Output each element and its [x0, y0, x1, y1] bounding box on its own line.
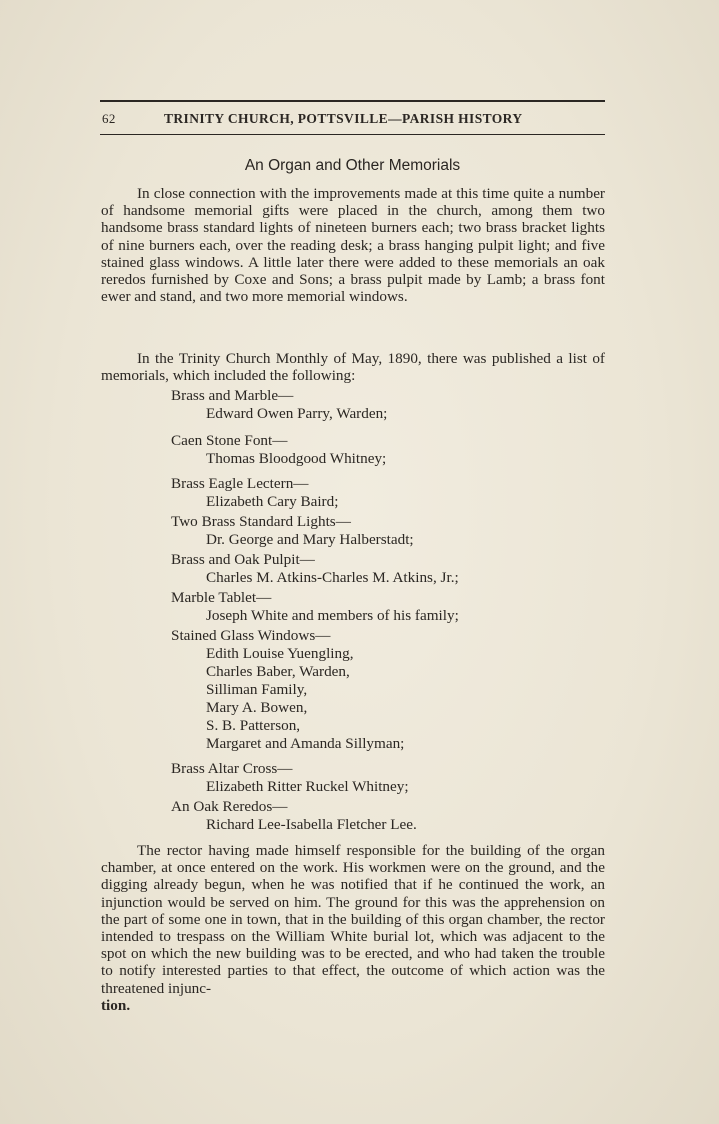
memorial-donor: S. B. Patterson,: [206, 717, 301, 734]
memorial-donor: Silliman Family,: [206, 681, 308, 698]
memorial-item: Caen Stone Font—: [171, 432, 288, 449]
memorial-donor: Charles M. Atkins-Charles M. Atkins, Jr.;: [206, 569, 459, 586]
memorial-entry: [171, 798, 591, 834]
header-top-rule: [100, 100, 605, 102]
memorial-donor: Charles Baber, Warden,: [206, 663, 350, 680]
memorial-entry: [171, 387, 591, 423]
header-bottom-rule: [100, 134, 605, 135]
page-number: 62: [102, 111, 116, 126]
paragraph-intro: In close connection with the improvements made at this time quite a number of handsome memorial gifts were placed in the church, among them two handsome brass standard lights of nineteen burners each; two brass bracket lights of nine burners each, over the reading desk; a brass hanging pulpit light; and five stained glass windows. A little later there were added to these memorials an oak reredos furnished by Coxe and Sons; a brass pulpit made by Lamb; a brass font ewer and stand, and two more memorial windows.: [101, 185, 605, 306]
memorial-entry: [171, 551, 591, 587]
memorial-item: Brass and Oak Pulpit—: [171, 551, 315, 568]
memorial-item: Brass Altar Cross—: [171, 760, 293, 777]
memorial-entry: [171, 513, 591, 549]
memorial-entry: [171, 627, 591, 753]
memorial-item: Brass Eagle Lectern—: [171, 475, 309, 492]
memorial-donor: Thomas Bloodgood Whitney;: [206, 450, 387, 467]
memorial-item: An Oak Reredos—: [171, 798, 288, 815]
running-header: [100, 108, 605, 130]
memorial-donor: Edith Louise Yuengling,: [206, 645, 354, 662]
memorial-entry: [171, 589, 591, 625]
memorial-donor: Margaret and Amanda Sillyman;: [206, 735, 405, 752]
memorial-donor: Elizabeth Ritter Ruckel Whitney;: [206, 778, 409, 795]
paragraph-final-fragment: tion.: [101, 996, 131, 1014]
memorial-entry: [171, 760, 591, 796]
memorial-item: Two Brass Standard Lights—: [171, 513, 351, 530]
running-head-title: TRINITY CHURCH, POTTSVILLE—PARISH HISTORY: [164, 111, 523, 126]
memorial-donor: Richard Lee-Isabella Fletcher Lee.: [206, 816, 417, 833]
memorial-item: Brass and Marble—: [171, 387, 294, 404]
paragraph-memorial-list-intro: In the Trinity Church Monthly of May, 1890, there was published a list of memorials, which included the following:: [101, 350, 605, 385]
memorial-donor: Mary A. Bowen,: [206, 699, 308, 716]
paragraph-organ-chamber-text: The rector having made himself responsible for the building of the organ chamber, at once entered on the work. His workmen were on the ground, and the digging already begun, when he was notified that if he continued the work, an injunction would be served on him. The ground for this was the apprehension on the part of some one in town, that in the building of this organ chamber, the rector intended to trespass on the William White burial lot, which was adjacent to the spot on which the new building was to be erected, and who had taken the trouble to notify interested parties to that effect, the outcome of which action was the threatened injunc-: [101, 842, 605, 997]
memorial-donor: Elizabeth Cary Baird;: [206, 493, 339, 510]
memorial-donor: Edward Owen Parry, Warden;: [206, 405, 388, 422]
memorial-donor: Dr. George and Mary Halberstadt;: [206, 531, 414, 548]
memorial-entry: [171, 475, 591, 511]
memorial-entry: [171, 432, 591, 468]
memorial-item: Marble Tablet—: [171, 589, 272, 606]
memorial-item: Stained Glass Windows—: [171, 627, 331, 644]
paragraph-organ-chamber: [101, 842, 605, 1014]
memorial-donor: Joseph White and members of his family;: [206, 607, 459, 624]
section-title: An Organ and Other Memorials: [244, 157, 461, 174]
